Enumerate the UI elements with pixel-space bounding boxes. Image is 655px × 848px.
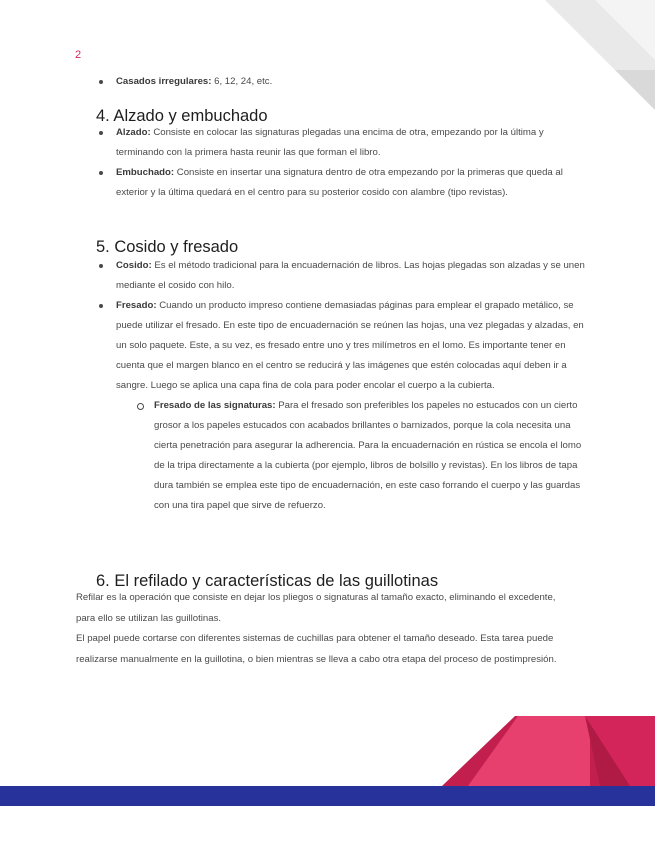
- section-heading: 4. Alzado y embuchado: [96, 107, 268, 125]
- paragraph: El papel puede cortarse con diferentes sistemas de cuchillas para obtener el tamaño deseado. Esta tarea puede realizarse manualmente en la guillotina, o bien mientras se lleva a cabo otra etapa del proceso de postimpresión.: [76, 633, 557, 665]
- list-item: [116, 296, 586, 516]
- section-heading: 6. El refilado y características de las guillotinas: [96, 572, 439, 590]
- intro-bullet-list: [116, 72, 586, 92]
- list-item: [116, 163, 586, 203]
- list-item: [116, 72, 586, 92]
- item-text: Es el método tradicional para la encuadernación de libros. Las hojas plegadas son alzadas y se unen mediante el cosido con hilo.: [116, 260, 585, 291]
- item-term: Fresado:: [116, 300, 157, 311]
- list-item: [154, 396, 586, 516]
- footer-decoration: [0, 710, 655, 848]
- item-term: Embuchado:: [116, 167, 175, 178]
- item-text: Para el fresado son preferibles los papeles no estucados con un cierto grosor a los papeles estucados con acabados brillantes o barnizados, porque la cola necesita una cierta penetración para asegurar la adherencia. Para la encuadernación en rústica se encola el lomo de la tripa directamente a la cubierta (por ejemplo, libros de bolsillo y revistas). En los libros de tapa dura también se emplea este tipo de encuadernación, en este caso forrando el cuerpo y las guardas con una tira papel que sirve de refuerzo.: [154, 400, 582, 511]
- section5-sub-list: [116, 396, 586, 516]
- page-number: 2: [75, 49, 82, 61]
- section5-list: [116, 256, 586, 516]
- item-text: Consiste en colocar las signaturas plegadas una encima de otra, empezando por la última y terminando con la primera hasta reunir las que forman el libro.: [116, 127, 544, 158]
- item-text: Cuando un producto impreso contiene demasiadas páginas para emplear el grapado metálico, se puede utilizar el fresado. En este tipo de encuadernación se reúnen las hojas, una vez plegadas y alzadas, en un solo paquete. Este, a su vez, es fresado entre uno y tres milímetros en el lomo. Es importante tener en cuenta que el margen blanco en el centro se reducirá y las imágenes que estén colocadas aquí deben ir a sangre. Luego se aplica una capa fina de cola para poder encolar el cuerpo a la cubierta.: [116, 300, 584, 391]
- list-item: [116, 256, 586, 296]
- paragraph: Refilar es la operación que consiste en dejar los pliegos o signaturas al tamaño exacto, eliminando el excedente, para ello se utilizan las guillotinas.: [76, 592, 556, 624]
- item-term: Alzado:: [116, 127, 151, 138]
- item-term: Cosido:: [116, 260, 152, 271]
- corner-decoration: [535, 0, 655, 120]
- list-item: [116, 123, 586, 163]
- item-term: Fresado de las signaturas:: [154, 400, 276, 411]
- item-term: Casados irregulares:: [116, 76, 212, 87]
- item-text: Consiste en insertar una signatura dentro de otra empezando por la primeras que queda al exterior y la última quedará en el centro para su posterior cosido con alambre (tipo revistas).: [116, 167, 563, 198]
- item-text: 6, 12, 24, etc.: [211, 76, 273, 87]
- section4-list: [116, 123, 586, 203]
- section-heading: 5. Cosido y fresado: [96, 238, 239, 256]
